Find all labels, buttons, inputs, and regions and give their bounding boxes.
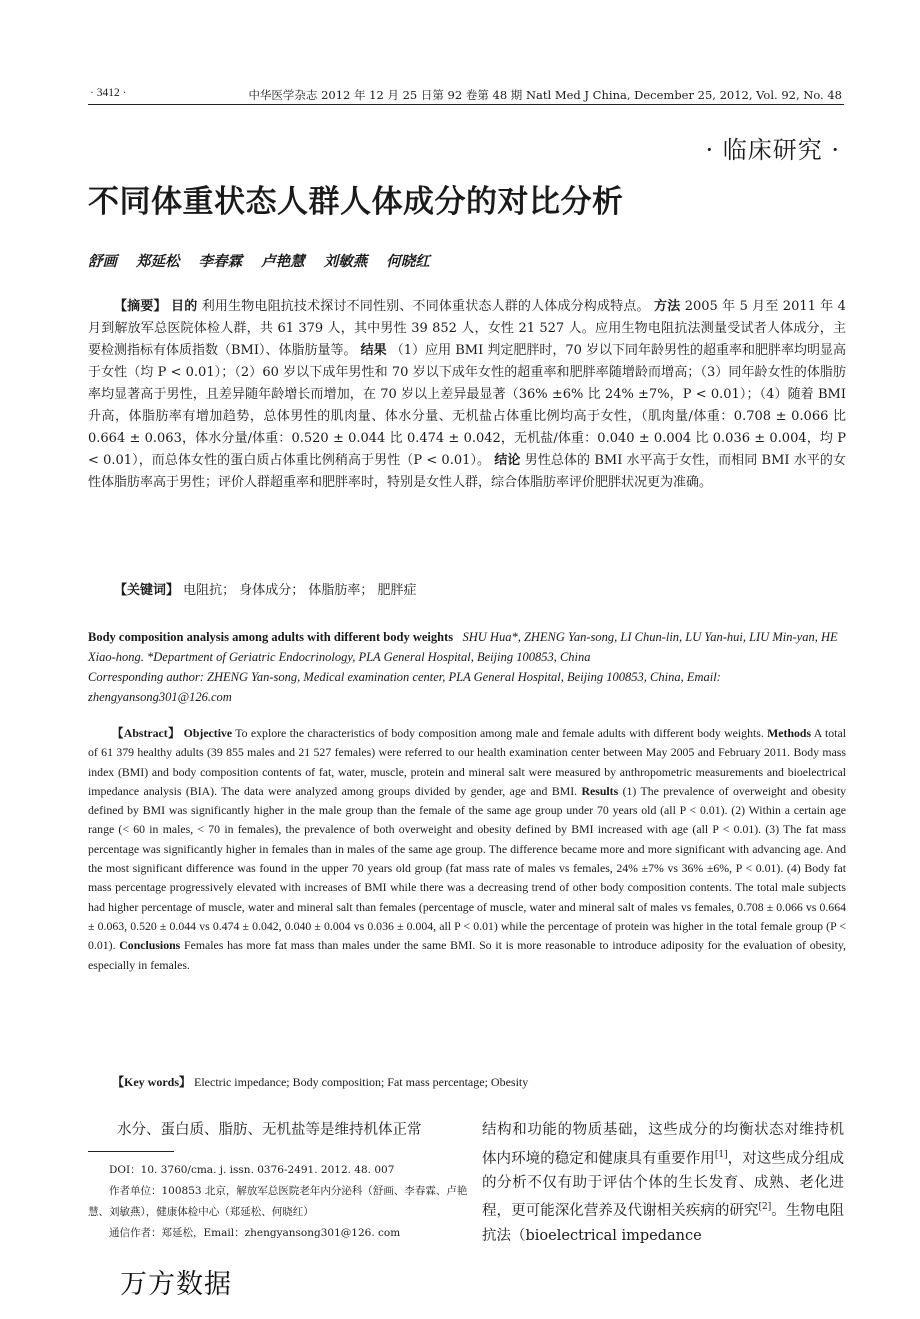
conclusion-text: 男性总体的 BMI 水平高于女性，而相同 BMI 水平的女性体脂肪率高于男性；评价人群超重率和肥胖率时，特别是女性人群，综合体脂肪率评价肥胖状况更为准确。: [88, 453, 847, 490]
objective-text: 利用生物电阻抗技术探讨不同性别、不同体重状态人群的人体成分构成特点。: [201, 299, 650, 314]
english-header: [88, 627, 846, 707]
methods-text: 2005 年 5 月至 2011 年 4 月到解放军总医院体检人群，共 61 379 人，其中男性 39 852 人，女性 21 527 人。应用生物电阻抗法测量受试者人体成分，主要检测指标有体质指数（BMI）、体脂肪量等。: [88, 299, 846, 358]
header-rule: [88, 104, 844, 105]
body-text-c: 。生物电阻抗法（bioelectrical impedance: [482, 1203, 845, 1244]
keywords-label: 【关键词】: [114, 583, 180, 598]
en-objective-text: To explore the characteristics of body composition among male and female adults with different body weights.: [235, 726, 764, 740]
en-objective-heading: Objective: [183, 726, 233, 740]
section-label: · 临床研究 ·: [705, 136, 840, 164]
wanfang-watermark: 万方数据: [120, 1269, 232, 1300]
paper-title: 不同体重状态人群人体成分的对比分析: [88, 184, 624, 220]
en-conclusions-heading: Conclusions: [119, 938, 181, 953]
en-methods-heading: Methods: [767, 726, 812, 740]
en-keywords-label: 【Key words】: [112, 1075, 191, 1089]
corresponding-footnote: 通信作者：郑延松，Email：zhengyansong301@126. com: [109, 1227, 401, 1239]
en-results-heading: Results: [581, 783, 619, 798]
en-abstract-label: 【Abstract】: [111, 726, 181, 740]
english-title: Body composition analysis among adults with different body weights: [88, 630, 454, 644]
results-text: （1）应用 BMI 判定肥胖时，70 岁以下同年龄男性的超重率和肥胖率均明显高于女性（均 P < 0.01）；（2）60 岁以下成年男性和 70 岁以下成年女性的超重率和肥胖率随增龄而增高；（3）同年龄女性的体脂肪率均显著高于男性，且差异随年龄增长而增加，在 70 岁以上差异最显著（36% ±6% 比 24% ±7%，P < 0.01）；（4）随着 BMI 升高，体脂肪率有增加趋势，总体男性的肌肉量、体水分量、无机盐占体重比例均高于女性，（肌肉量/体重：0.708 ± 0.066 比 0.664 ± 0.063，体水分量/体重：0.520 ± 0.044 比 0.474 ± 0.042，无机盐/体重：0.040 ± 0.004 比 0.036 ± 0.004，均 P < 0.01），而总体女性的蛋白质占体重比例稍高于男性（P < 0.01）。: [88, 343, 847, 468]
english-affiliation: *Department of Geriatric Endocrinology, PLA General Hospital, Beijing 100853, China: [147, 650, 591, 664]
abstract-label: 【摘要】: [114, 299, 167, 314]
en-methods-text: A total of 61 379 healthy adults (39 855 males and 21 527 females) were referred to our health examination center between May 2005 and February 2011. Body mass index (BMI) and body composition contents of fat, water, muscle, protein and mineral salt were measured by anthropometric measurements and bioelectrical impedance analysis (BIA). The data were analyzed among groups divided by gender, age and BMI.: [88, 726, 846, 798]
citation-1: [1]: [714, 1149, 728, 1160]
body-text-b: ，对这些成分组成的分析不仅有助于评估个体的生长发育、成熟、老化进程，更可能深化营养及代谢相关疾病的研究: [482, 1150, 845, 1220]
chinese-keywords: [88, 580, 846, 602]
doi-line: DOI：10. 3760/cma. j. issn. 0376-2491. 2012. 48. 007: [109, 1164, 395, 1176]
english-authors: SHU Hua*, ZHENG Yan-song, LI Chun-lin, LU Yan-hui, LIU Min-yan, HE Xiao-hong.: [88, 630, 838, 664]
objective-heading: 目的: [171, 299, 198, 314]
footnote-rule: [88, 1151, 174, 1152]
en-conclusions-text: Females has more fat mass than males under the same BMI. So it is more reasonable to introduce adiposity for the evaluation of obesity, especially in females.: [88, 938, 846, 972]
citation-2: [2]: [758, 1202, 772, 1213]
journal-citation-line: 中华医学杂志 2012 年 12 月 25 日第 92 卷第 48 期 Natl Med J China, December 25, 2012, Vol. 92, No. 48: [248, 88, 842, 102]
body-right-column: [482, 1118, 844, 1248]
chinese-abstract: [88, 296, 846, 494]
en-keywords-text: Electric impedance; Body composition; Fat mass percentage; Obesity: [194, 1075, 529, 1089]
conclusion-heading: 结论: [494, 453, 521, 468]
author-list: 舒画 郑延松 李春霖 卢艳慧 刘敏燕 何晓红: [88, 253, 430, 270]
english-keywords: [88, 1073, 846, 1090]
keywords-text: 电阻抗； 身体成分； 体脂肪率； 肥胖症: [183, 583, 417, 598]
body-text-a: 结构和功能的物质基础，这些成分的均衡状态对维持机体内环境的稳定和健康具有重要作用: [482, 1122, 844, 1167]
corresponding-author: Corresponding author: ZHENG Yan-song, Medical examination center, PLA General Hospital, Beijing 100853, China, Email: zhengyansong301@126.com: [88, 670, 721, 704]
body-left-column: 水分、蛋白质、脂肪、无机盐等是维持机体正常: [117, 1122, 422, 1138]
english-abstract: [88, 724, 846, 975]
page-number: · 3412 ·: [90, 87, 127, 99]
en-results-text: (1) The prevalence of overweight and obesity defined by BMI was significantly higher in the male group than the female of the same age group under 70 years old (all P < 0.01). (2) Within a certain age range (< 60 in males, < 70 in females), the prevalence of both overweight and obesity defined by BMI increased with age (all P < 0.01). (3) The fat mass percentage was significantly higher in females than in males of the same age group. The difference became more and more significant with advancing age. And the most significant difference was found in the upper 70 years old group (fat mass rate of males vs females, 24% ±7% vs 36% ±6%, P < 0.01). (4) Body fat mass percentage progressively elevated with increases of BMI while there was a decreasing trend of other body composition contents. The total male subjects had higher percentage of muscle, water and mineral salt than females (percentage of muscle, water and mineral salt of males vs females, 0.708 ± 0.066 vs 0.664 ± 0.063, 0.520 ± 0.044 vs 0.474 ± 0.042, 0.040 ± 0.004 vs 0.036 ± 0.004, all P < 0.01) while the percentage of protein was higher in the total female group (P < 0.01).: [88, 783, 846, 953]
methods-heading: 方法: [654, 299, 681, 314]
affiliation-footnote: 作者单位：100853 北京，解放军总医院老年内分泌科（舒画、李春霖、卢艳慧、刘敏燕），健康体检中心（郑延松、何晓红）: [88, 1185, 468, 1218]
footnotes: [88, 1160, 468, 1244]
results-heading: 结果: [360, 343, 387, 358]
